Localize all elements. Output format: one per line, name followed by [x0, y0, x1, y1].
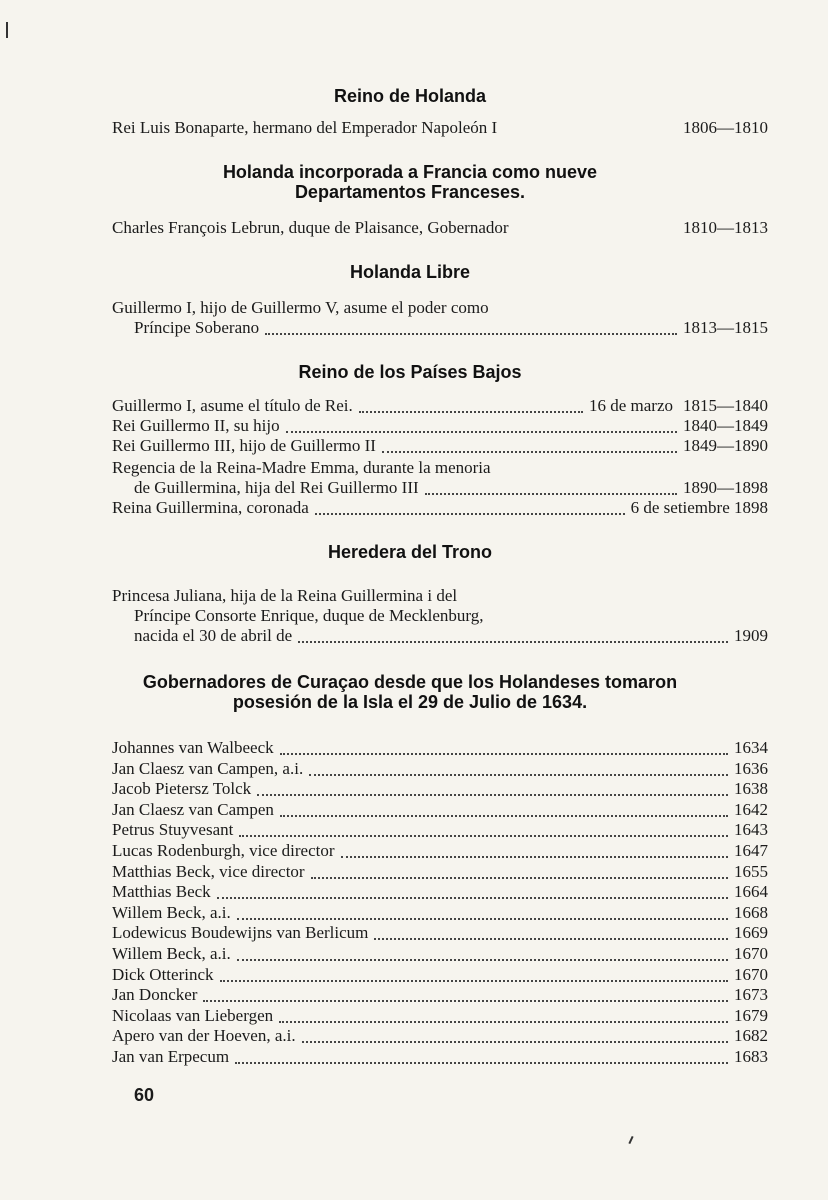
- dot-leader: [265, 321, 677, 335]
- dot-leader: [302, 1029, 728, 1043]
- governor-name: Jan van Erpecum: [112, 1047, 230, 1066]
- entry-name: Rei Luis Bonaparte, hermano del Emperador Napoleón I: [112, 118, 498, 137]
- entry-guillermo-i: [112, 396, 768, 416]
- entry-name: de Guillermina, hija del Rei Guillermo III: [134, 478, 419, 497]
- governor-row: [112, 903, 768, 923]
- governor-year: 1636: [734, 758, 768, 778]
- governor-row: [112, 862, 768, 882]
- dot-leader: [239, 823, 728, 837]
- heading-reino-holanda: Reino de Holanda: [333, 86, 486, 106]
- heading-paises-bajos: Reino de los Países Bajos: [298, 362, 522, 382]
- margin-mark: [6, 22, 8, 38]
- entry-date: 1890—1898: [683, 478, 768, 497]
- entry-guillermo-iii: [112, 436, 768, 456]
- entry-name: Charles François Lebrun, duque de Plaisance, Gobernador: [112, 218, 509, 237]
- regencia-line-1: Regencia de la Reina-Madre Emma, durante la menoria: [112, 458, 491, 477]
- governor-year: 1664: [734, 882, 768, 902]
- dot-leader: [257, 782, 728, 796]
- governor-name: Willem Beck, a.i.: [112, 944, 231, 963]
- dot-leader: [425, 481, 677, 495]
- governor-year: 1655: [734, 861, 768, 881]
- governor-year: 1668: [734, 902, 768, 922]
- entry-date: 1810—1813: [683, 218, 768, 237]
- governor-year: 1682: [734, 1026, 768, 1046]
- dot-leader: [217, 885, 728, 899]
- governor-row: [112, 820, 768, 840]
- governor-name: Apero van der Hoeven, a.i.: [112, 1026, 296, 1046]
- heading-holanda-libre: Holanda Libre: [349, 262, 470, 282]
- governor-row: [112, 800, 768, 820]
- entry-date: 1909: [734, 626, 768, 645]
- dot-leader: [382, 439, 677, 453]
- governor-row: [112, 841, 768, 861]
- heredera-line-3: [134, 626, 768, 646]
- entry-name: Rei Guillermo III, hijo de Guillermo II: [112, 436, 376, 455]
- governor-name: Jan Claesz van Campen: [112, 799, 274, 819]
- heading-holanda-francia-1: Holanda incorporada a Francia como nueve: [222, 162, 598, 182]
- governor-row: [112, 759, 768, 779]
- dot-leader: [374, 926, 728, 940]
- governor-row: [112, 779, 768, 799]
- entry-date: 1815—1840: [683, 396, 768, 415]
- heading-curacao-2: posesión de la Isla el 29 de Julio de 1634.: [232, 692, 588, 712]
- governor-row: [112, 944, 768, 964]
- heredera-line-1: Princesa Juliana, hija de la Reina Guillermina i del: [112, 586, 458, 605]
- governor-year: 1642: [734, 799, 768, 819]
- governor-name: Johannes van Walbeeck: [112, 738, 274, 757]
- dot-leader: [280, 803, 728, 817]
- entry-luis-bonaparte: [112, 118, 768, 138]
- governor-name: Jan Doncker: [112, 985, 198, 1005]
- margin-mark: [628, 1136, 633, 1144]
- dot-leader: [203, 988, 728, 1002]
- dot-leader: [286, 419, 677, 433]
- governor-name: Petrus Stuyvesant: [112, 820, 234, 840]
- entry-name: Rei Guillermo II, su hijo: [112, 416, 280, 435]
- governor-year: 1669: [734, 923, 768, 943]
- libre-line-2: [134, 318, 768, 338]
- entry-name: Reina Guillermina, coronada: [112, 498, 309, 517]
- governor-name: Lodewicus Boudewijns van Berlicum: [112, 923, 369, 943]
- governor-year: 1647: [734, 841, 768, 860]
- entry-date: 6 de setiembre 1898: [630, 498, 768, 517]
- dot-leader: [309, 762, 728, 776]
- dot-leader: [298, 629, 728, 643]
- governor-name: Jacob Pietersz Tolck: [112, 779, 252, 799]
- governor-year: 1673: [734, 985, 768, 1005]
- governor-row: [112, 923, 768, 943]
- governor-year: 1638: [734, 779, 768, 799]
- dot-leader: [279, 1009, 728, 1023]
- governor-row: [112, 738, 768, 758]
- heading-curacao-1: Gobernadores de Curaçao desde que los Holandeses tomaron: [142, 672, 678, 692]
- entry-guillermo-ii: [112, 416, 768, 436]
- entry-name: Guillermo I, asume el título de Rei.: [112, 396, 353, 415]
- governor-name: Matthias Beck, vice director: [112, 861, 305, 881]
- entry-date: 1813—1815: [683, 318, 768, 337]
- governor-name: Willem Beck, a.i.: [112, 902, 231, 922]
- governor-name: Jan Claesz van Campen, a.i.: [112, 758, 304, 778]
- entry-date: 1806—1810: [683, 118, 768, 137]
- dot-leader: [311, 865, 728, 879]
- governor-year: 1679: [734, 1005, 768, 1025]
- libre-line-1: Guillermo I, hijo de Guillermo V, asume el poder como: [112, 298, 489, 317]
- governor-year: 1670: [734, 964, 768, 984]
- entry-date: 1849—1890: [683, 436, 768, 455]
- entry-name: nacida el 30 de abril de: [134, 626, 293, 645]
- dot-leader: [235, 1050, 728, 1064]
- entry-day: 16 de marzo: [588, 396, 673, 415]
- governor-name: Lucas Rodenburgh, vice director: [112, 841, 335, 860]
- page-number: 60: [134, 1085, 155, 1105]
- entry-reina-guillermina: [112, 498, 768, 518]
- entry-date: 1840—1849: [683, 416, 768, 435]
- dot-leader: [237, 906, 728, 920]
- dot-leader: [220, 968, 729, 982]
- governor-row: [112, 965, 768, 985]
- entry-lebrun: [112, 218, 768, 238]
- dot-leader: [315, 501, 625, 515]
- governor-row: [112, 1047, 768, 1067]
- dot-leader: [237, 947, 728, 961]
- governor-row: [112, 1006, 768, 1026]
- governor-name: Nicolaas van Liebergen: [112, 1005, 274, 1025]
- governor-year: 1643: [734, 820, 768, 840]
- dot-leader: [341, 844, 728, 858]
- dot-leader: [359, 399, 583, 413]
- regencia-line-2: [134, 478, 768, 498]
- governor-year: 1683: [734, 1047, 768, 1066]
- governor-year: 1670: [734, 944, 768, 963]
- governor-row: [112, 1026, 768, 1046]
- heading-holanda-francia-2: Departamentos Franceses.: [294, 182, 526, 202]
- governor-row: [112, 985, 768, 1005]
- entry-name: Príncipe Soberano: [134, 318, 260, 337]
- governor-name: Matthias Beck: [112, 882, 211, 902]
- governor-row: [112, 882, 768, 902]
- heredera-line-2: Príncipe Consorte Enrique, duque de Mecklenburg,: [134, 606, 484, 625]
- heading-heredera: Heredera del Trono: [327, 542, 493, 562]
- governor-name: Dick Otterinck: [112, 964, 214, 984]
- dot-leader: [280, 741, 728, 755]
- governor-year: 1634: [734, 738, 768, 757]
